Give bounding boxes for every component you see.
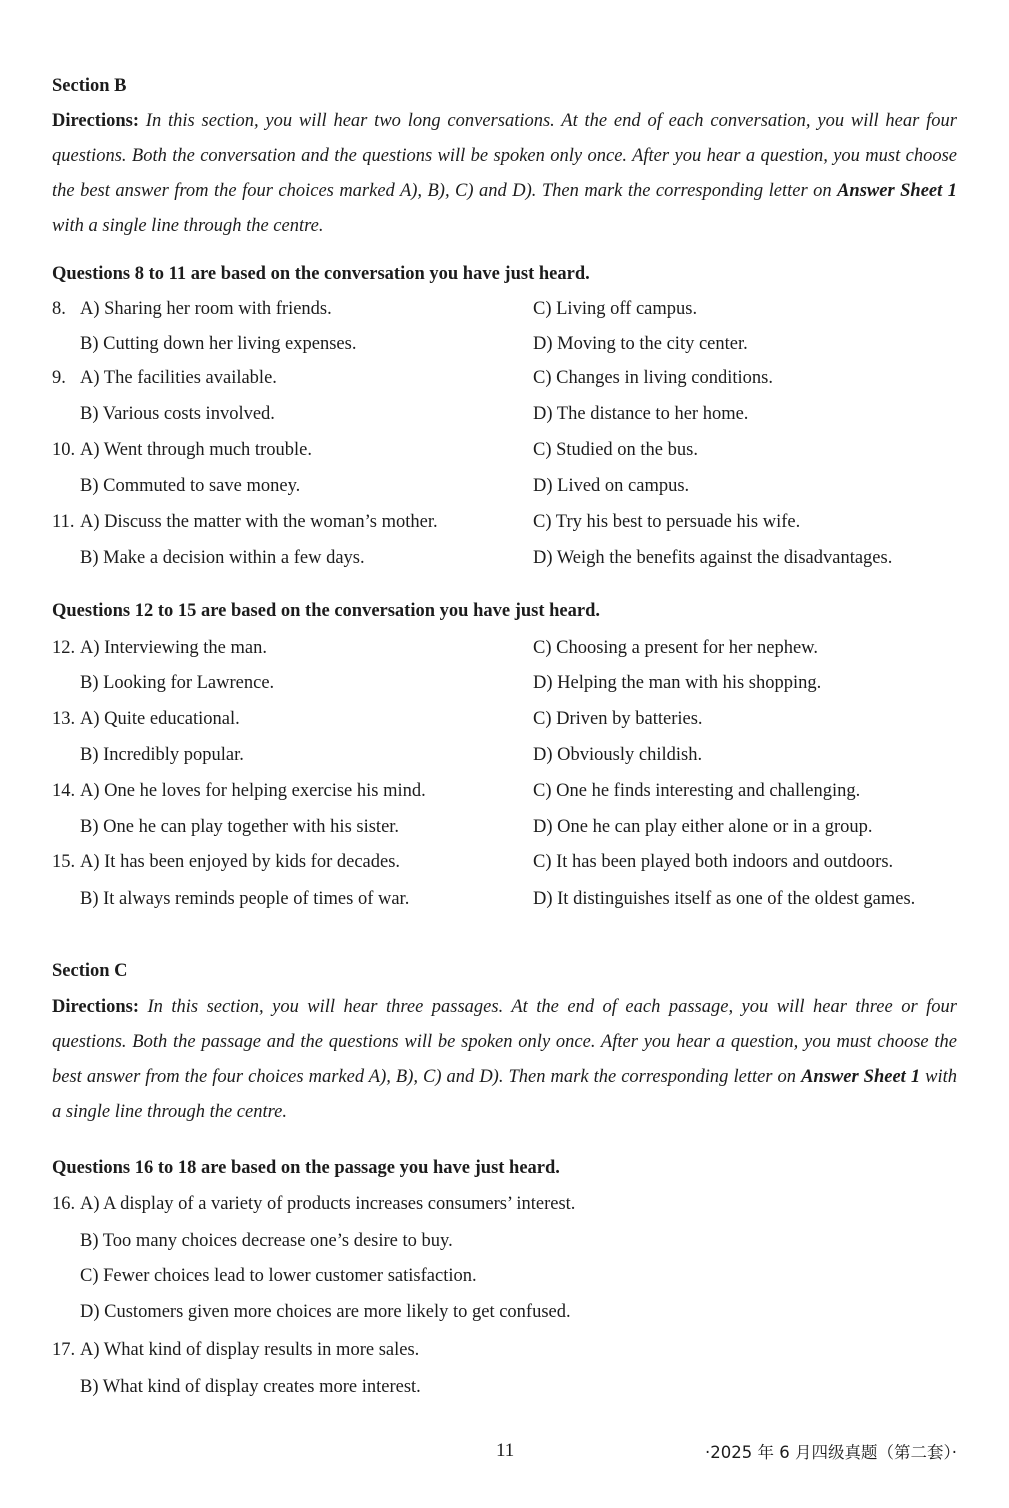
- bullet-dot-icon: ·: [705, 1443, 711, 1462]
- question-8-row-2: [0, 334, 1009, 364]
- option-a: A) One he loves for helping exercise his mind.: [80, 781, 426, 801]
- directions-text: In this section, you will hear three passages. At the end of each passage, you will hear three or four questions. Both the passage and the questions will be spoken only once. After you hear a question, you must choose the best answer from the four choices marked A), B), C) and D). Then mark the corresponding letter on: [52, 997, 957, 1087]
- option-a: A) A display of a variety of products increases consumers’ interest.: [80, 1194, 576, 1214]
- question-9-row-1: [0, 368, 1009, 398]
- option-d: D) It distinguishes itself as one of the oldest games.: [533, 889, 916, 909]
- question-16-row-a: [0, 1194, 1009, 1224]
- question-12-row-1: [0, 638, 1009, 668]
- option-d: D) Moving to the city center.: [533, 334, 748, 354]
- question-number: 17.: [52, 1340, 76, 1360]
- option-a: A) What kind of display results in more sales.: [80, 1340, 420, 1360]
- option-a: A) Went through much trouble.: [80, 440, 312, 460]
- page-number: 11: [496, 1440, 515, 1461]
- question-17-row-a: [0, 1340, 1009, 1370]
- question-group-heading: Questions 16 to 18 are based on the passage you have just heard.: [52, 1158, 560, 1178]
- directions-text-end: with a single line through the centre.: [52, 216, 324, 236]
- question-number: 10.: [52, 440, 76, 460]
- question-group-heading: Questions 8 to 11 are based on the conversation you have just heard.: [52, 264, 590, 284]
- option-a: A) It has been enjoyed by kids for decades.: [80, 852, 401, 872]
- question-16-row-c: [0, 1266, 1009, 1296]
- option-b: B) Commuted to save money.: [80, 476, 301, 496]
- question-number: 11.: [52, 512, 75, 532]
- section-b-title: Section B: [52, 76, 127, 96]
- option-d: D) Weigh the benefits against the disadvantages.: [533, 548, 893, 568]
- exam-title-text: 2025 年 6 月四级真题（第二套）: [710, 1443, 952, 1462]
- option-b: B) Incredibly popular.: [80, 745, 244, 765]
- option-a: A) Sharing her room with friends.: [80, 299, 332, 319]
- option-b: B) What kind of display creates more interest.: [80, 1377, 421, 1397]
- question-number: 13.: [52, 709, 76, 729]
- option-b: B) One he can play together with his sister.: [80, 817, 400, 837]
- option-c: C) Driven by batteries.: [533, 709, 703, 729]
- question-9-row-2: [0, 404, 1009, 434]
- option-c: C) Choosing a present for her nephew.: [533, 638, 818, 658]
- option-d: D) Helping the man with his shopping.: [533, 673, 822, 693]
- exam-title-footer: [705, 1439, 957, 1463]
- option-b: B) Cutting down her living expenses.: [80, 334, 357, 354]
- question-number: 16.: [52, 1194, 76, 1214]
- question-number: 12.: [52, 638, 76, 658]
- option-a: A) Discuss the matter with the woman’s mother.: [80, 512, 438, 532]
- option-c: C) Changes in living conditions.: [533, 368, 773, 388]
- question-15-row-2: [0, 889, 1009, 919]
- question-16-row-b: [0, 1231, 1009, 1261]
- option-b: B) Make a decision within a few days.: [80, 548, 365, 568]
- question-11-row-2: [0, 548, 1009, 578]
- bullet-dot-icon: ·: [951, 1443, 957, 1462]
- option-d: D) Obviously childish.: [533, 745, 703, 765]
- question-10-row-1: [0, 440, 1009, 470]
- option-a: A) Quite educational.: [80, 709, 240, 729]
- question-13-row-2: [0, 745, 1009, 775]
- option-d: D) One he can play either alone or in a group.: [533, 817, 873, 837]
- directions-text: In this section, you will hear two long conversations. At the end of each conversation, you will hear four questions. Both the conversation and the questions will be spoken only once. After you hear a question, you must choose the best answer from the four choices marked A), B), C) and D). Then mark the corresponding letter on: [52, 111, 957, 201]
- option-d: D) Lived on campus.: [533, 476, 690, 496]
- option-b: B) Various costs involved.: [80, 404, 275, 424]
- section-b-directions: [52, 104, 957, 244]
- option-c: C) Try his best to persuade his wife.: [533, 512, 801, 532]
- question-number: 14.: [52, 781, 76, 801]
- question-14-row-1: [0, 781, 1009, 811]
- question-13-row-1: [0, 709, 1009, 739]
- question-15-row-1: [0, 852, 1009, 882]
- question-8-row-1: [0, 299, 1009, 329]
- section-c-directions: [52, 990, 957, 1130]
- option-c: C) Studied on the bus.: [533, 440, 698, 460]
- directions-text-end: with a single line through the centre.: [52, 1067, 958, 1122]
- answer-sheet-label: Answer Sheet 1: [837, 181, 958, 201]
- question-16-row-d: [0, 1302, 1009, 1332]
- question-12-row-2: [0, 673, 1009, 703]
- option-c: C) It has been played both indoors and outdoors.: [533, 852, 894, 872]
- question-number: 8.: [52, 299, 66, 319]
- answer-sheet-label: Answer Sheet 1: [801, 1067, 921, 1087]
- question-10-row-2: [0, 476, 1009, 506]
- question-11-row-1: [0, 512, 1009, 542]
- option-d: D) The distance to her home.: [533, 404, 749, 424]
- option-c: C) One he finds interesting and challenging.: [533, 781, 861, 801]
- option-c: C) Living off campus.: [533, 299, 698, 319]
- option-a: A) The facilities available.: [80, 368, 277, 388]
- question-14-row-2: [0, 817, 1009, 847]
- question-group-heading: Questions 12 to 15 are based on the conversation you have just heard.: [52, 601, 600, 621]
- option-a: A) Interviewing the man.: [80, 638, 267, 658]
- directions-label: Directions:: [52, 997, 139, 1017]
- option-c: C) Fewer choices lead to lower customer satisfaction.: [80, 1266, 477, 1286]
- option-d: D) Customers given more choices are more likely to get confused.: [80, 1302, 571, 1322]
- option-b: B) It always reminds people of times of war.: [80, 889, 410, 909]
- option-b: B) Too many choices decrease one’s desire to buy.: [80, 1231, 453, 1251]
- directions-label: Directions:: [52, 111, 139, 131]
- question-number: 9.: [52, 368, 66, 388]
- question-17-row-b: [0, 1377, 1009, 1407]
- question-number: 15.: [52, 852, 76, 872]
- section-c-title: Section C: [52, 961, 128, 981]
- option-b: B) Looking for Lawrence.: [80, 673, 275, 693]
